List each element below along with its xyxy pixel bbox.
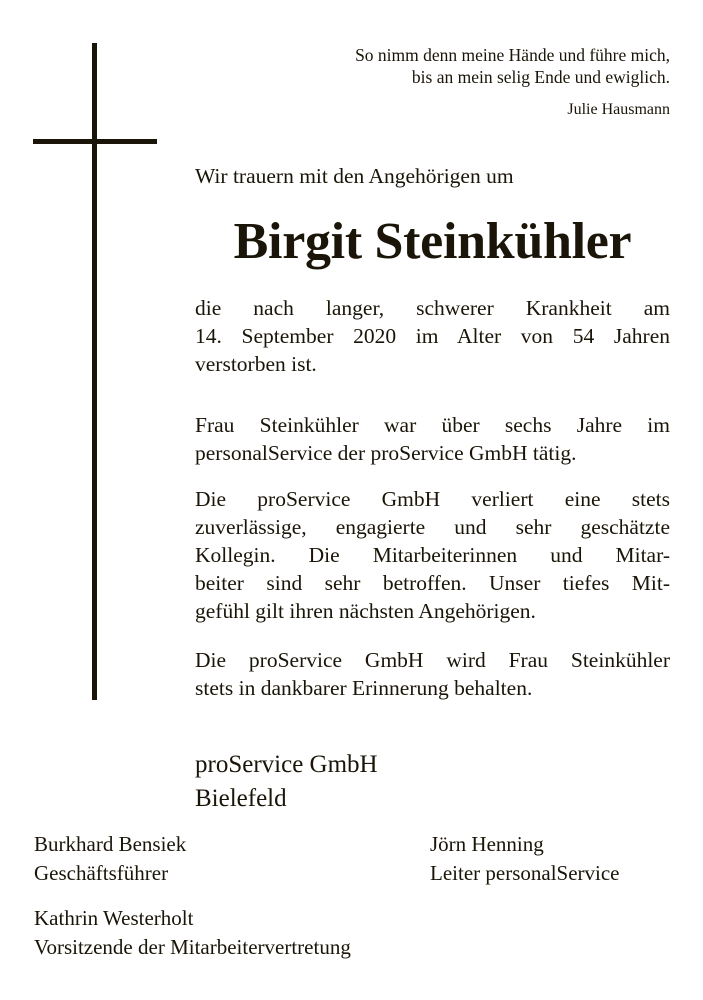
signatory-name: Kathrin Westerholt <box>34 906 194 930</box>
text-line: zuverlässige, engagierte und sehr geschätzte <box>195 515 670 539</box>
company-city: Bielefeld <box>195 785 287 812</box>
signatory <box>34 830 186 888</box>
verse-line: bis an mein selig Ende und ewiglich. <box>411 67 670 87</box>
signatory-title: Leiter personalService <box>430 861 620 885</box>
text-line: gefühl gilt ihren nächsten Angehörigen. <box>195 599 536 623</box>
company-block <box>195 748 378 816</box>
text-line: 14. September 2020 im Alter von 54 Jahren <box>195 324 670 348</box>
text-line: beiter sind sehr betroffen. Unser tiefes Mit- <box>195 571 670 595</box>
deceased-name: Birgit Steinkühler <box>233 213 632 270</box>
text-line: stets in dankbarer Erinnerung behalten. <box>195 676 533 700</box>
employment-paragraph <box>195 411 670 467</box>
signatory-title: Geschäftsführer <box>34 861 169 885</box>
company-name: proService GmbH <box>195 751 378 778</box>
text-line: Die proService GmbH wird Frau Steinkühler <box>195 648 670 672</box>
verse-author: Julie Hausmann <box>567 101 670 118</box>
cross-horizontal-bar <box>33 139 157 144</box>
tribute-paragraph <box>195 485 670 625</box>
signatory <box>34 904 351 962</box>
text-line: Frau Steinkühler war über sechs Jahre im <box>195 413 670 437</box>
text-line: Kollegin. Die Mitarbeiterinnen und Mitar- <box>195 543 670 567</box>
signatory-name: Burkhard Bensiek <box>34 832 187 856</box>
death-notice-paragraph <box>195 294 670 378</box>
signatory <box>430 830 620 888</box>
verse-line: So nimm denn meine Hände und führe mich, <box>355 45 670 65</box>
text-line: personalService der proService GmbH tätig. <box>195 441 577 465</box>
signatory-title: Vorsitzende der Mitarbeitervertretung <box>34 935 351 959</box>
remembrance-paragraph <box>195 646 670 702</box>
text-line: die nach langer, schwerer Krankheit am <box>195 296 670 320</box>
intro-text: Wir trauern mit den Angehörigen um <box>195 164 514 188</box>
bible-verse <box>355 44 670 88</box>
text-line: Die proService GmbH verliert eine stets <box>195 487 670 511</box>
text-line: verstorben ist. <box>195 352 317 376</box>
signatory-name: Jörn Henning <box>430 832 544 856</box>
